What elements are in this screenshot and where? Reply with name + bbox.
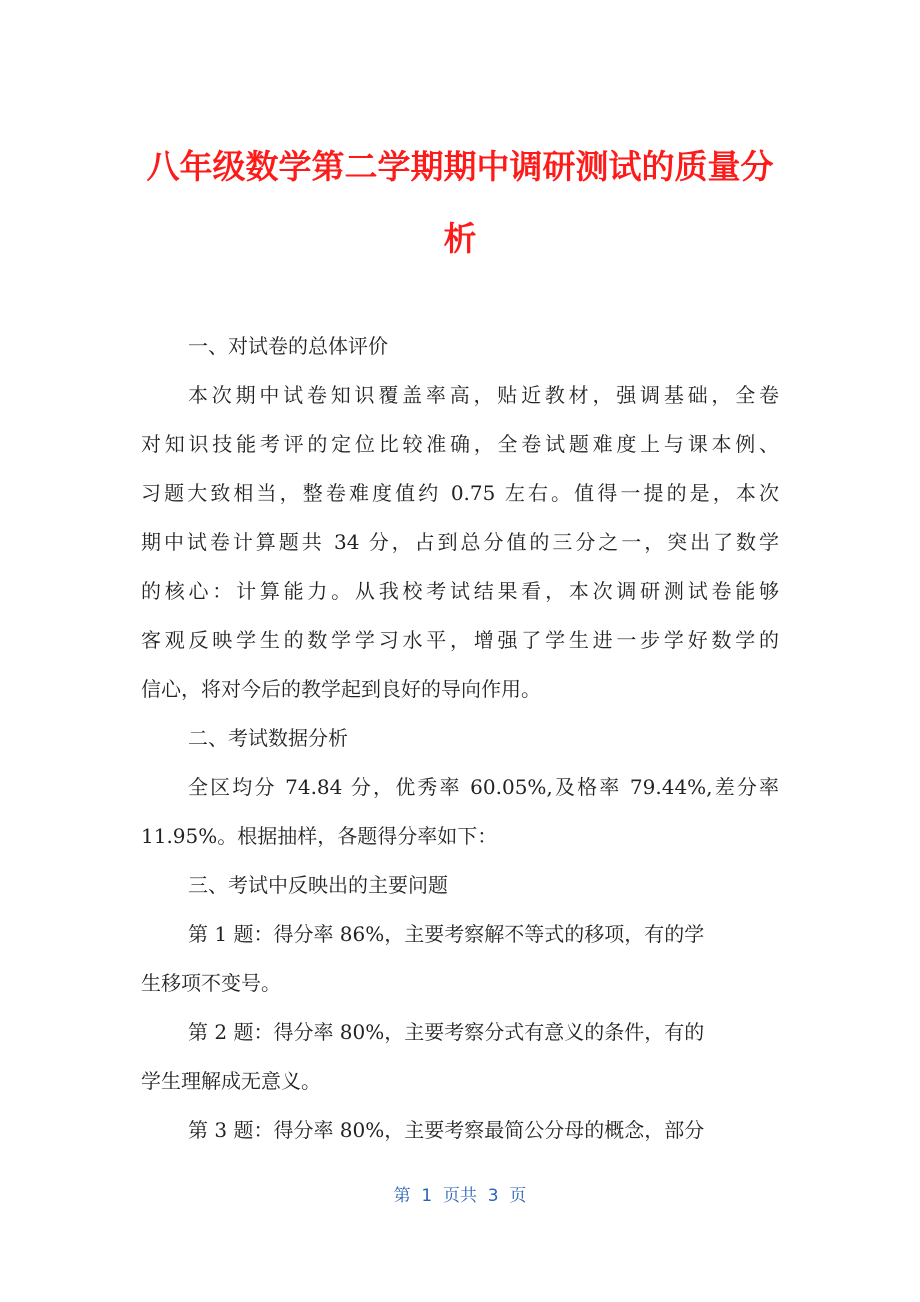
paragraph-line: 学生理解成无意义。 [141, 1069, 321, 1093]
paragraph-line: 第 3 题：得分率 80%，主要考察最简公分母的概念，部分 [188, 1118, 705, 1142]
paragraph-line: 的核心：计算能力。从我校考试结果看，本次调研测试卷能够 [141, 579, 779, 603]
section-heading-1: 一、对试卷的总体评价 [188, 334, 388, 358]
document-title-line-2: 析 [443, 219, 477, 258]
paragraph-line: 习题大致相当，整卷难度值约 0.75 左右。值得一提的是，本次 [141, 481, 779, 505]
paragraph-line: 11.95%。根据抽样，各题得分率如下： [141, 824, 498, 848]
paragraph-line: 信心，将对今后的教学起到良好的导向作用。 [141, 677, 541, 701]
page-footer: 第 1 页共 3 页 [393, 1186, 527, 1206]
paragraph-line: 第 1 题：得分率 86%，主要考察解不等式的移项，有的学 [188, 922, 705, 946]
paragraph-line: 客观反映学生的数学学习水平，增强了学生进一步学好数学的 [141, 628, 779, 652]
paragraph-line: 生移项不变号。 [141, 971, 281, 995]
paragraph-line: 期中试卷计算题共 34 分，占到总分值的三分之一，突出了数学 [141, 530, 779, 554]
section-heading-3: 三、考试中反映出的主要问题 [188, 873, 448, 897]
paragraph-line: 对知识技能考评的定位比较准确，全卷试题难度上与课本例、 [141, 432, 779, 456]
section-heading-2: 二、考试数据分析 [188, 726, 348, 750]
paragraph-line: 本次期中试卷知识覆盖率高，贴近教材，强调基础，全卷 [188, 383, 779, 407]
paragraph-line: 全区均分 74.84 分，优秀率 60.05%,及格率 79.44%,差分率 [188, 775, 779, 799]
document-title-line-1: 八年级数学第二学期期中调研测试的质量分 [146, 147, 774, 186]
paragraph-line: 第 2 题：得分率 80%，主要考察分式有意义的条件，有的 [188, 1020, 705, 1044]
